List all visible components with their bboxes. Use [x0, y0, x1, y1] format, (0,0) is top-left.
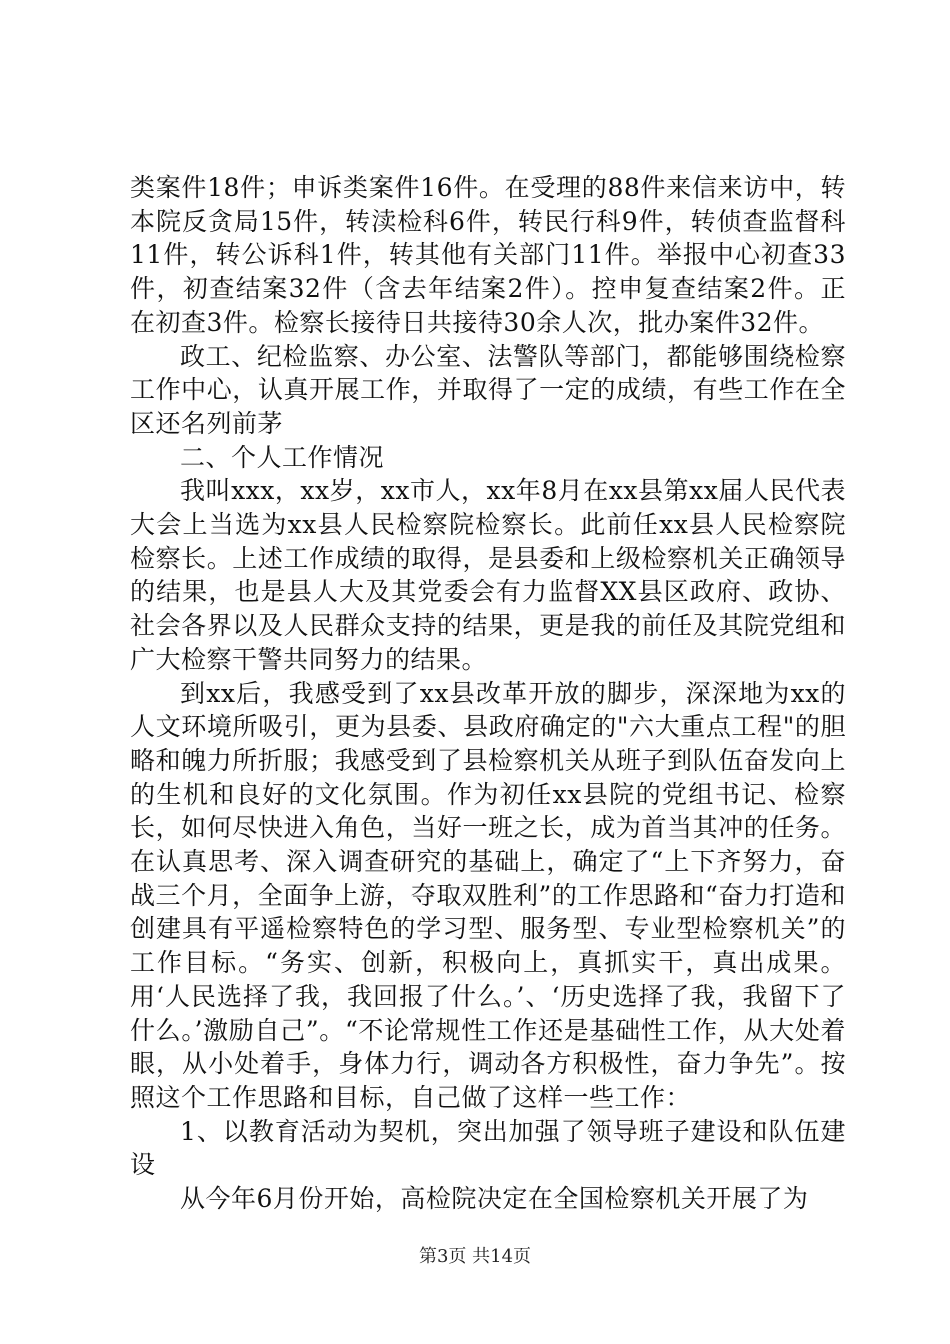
- paragraph-case-statistics: 类案件18件；申诉类案件16件。在受理的88件来信来访中，转本院反贪局15件，转渎检科6件，转民行科9件，转侦查监督科11件，转公诉科1件，转其他有关部门11件。举报中心初查33件，初查结案32件（含去年结案2件）。控申复查结案2件。正在初查3件。检察长接待日共接待30余人次，批办案件32件。: [130, 173, 846, 337]
- section-heading-personal-work: 二、个人工作情况: [180, 442, 385, 472]
- paragraph-work-ideas: 到xx后，我感受到了xx县改革开放的脚步，深深地为xx的人文环境所吸引，更为县委、县政府确定的"六大重点工程"的胆略和魄力所折服；我感受到了县检察机关从班子到队伍奋发向上的生机和良好的文化氛围。作为初任xx县院的党组书记、检察长，如何尽快进入角色，当好一班之长，成为首当其冲的任务。在认真思考、深入调查研究的基础上，确定了“上下齐努力，奋战三个月，全面争上游，夺取双胜利”的工作思路和“奋力打造和创建具有平遥检察特色的学习型、服务型、专业型检察机关”的工作目标。“务实、创新，积极向上，真抓实干，真出成果。用‘人民选择了我，我回报了什么。’、‘历史选择了我，我留下了什么。’激励自己”。“不论常规性工作还是基础性工作，从大处着眼，从小处着手，身体力行，调动各方积极性，奋力争先”。按照这个工作思路和目标，自己做了这样一些工作：: [130, 678, 846, 1112]
- document-body: [130, 171, 846, 1216]
- paragraph-self-introduction: 我叫xxx，xx岁，xx市人，xx年8月在xx县第xx届人民代表大会上当选为xx县人民检察院检察长。此前任xx县人民检察院检察长。上述工作成绩的取得，是县委和上级检察机关正确领导的结果，也是县人大及其党委会有力监督XX县区政府、政协、社会各界以及人民群众支持的结果，更是我的前任及其院党组和广大检察干警共同努力的结果。: [130, 476, 846, 674]
- paragraph-education-start: 从今年6月份开始，高检院决定在全国检察机关开展了为: [180, 1184, 809, 1214]
- page-number-footer: 第3页 共14页: [418, 1246, 532, 1267]
- paragraph-departments: 政工、纪检监察、办公室、法警队等部门，都能够围绕检察工作中心，认真开展工作，并取得了一定的成绩，有些工作在全区还名列前茅: [130, 341, 846, 438]
- subsection-heading-education: 1、以教育活动为契机，突出加强了领导班子建设和队伍建设: [130, 1116, 846, 1180]
